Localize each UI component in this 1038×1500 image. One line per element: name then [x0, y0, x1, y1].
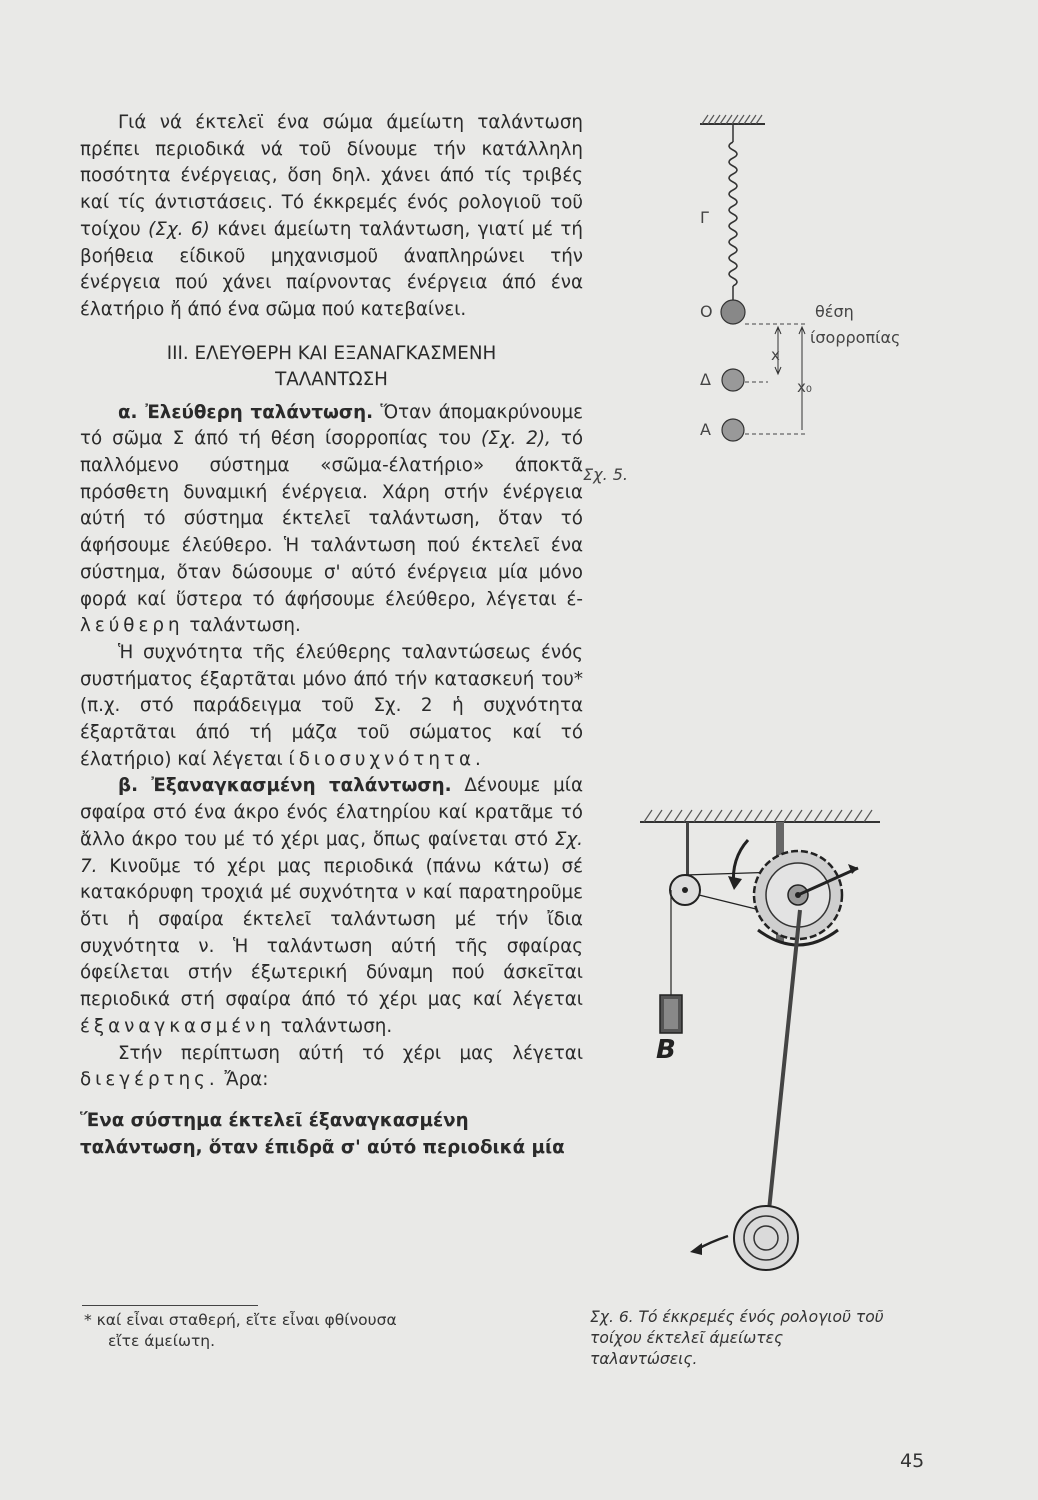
figure-reference: (Σχ. 2), — [481, 428, 551, 450]
figure-reference: (Σχ. 6) — [148, 218, 210, 240]
figure-reference: Σχ. 7. — [80, 828, 583, 877]
paragraph-free-oscillation: α. Ἐλεύθερη ταλάντωση. Ὅταν άπομακρύνουμε τό σῶμα Σ άπό τή θέση ίσορροπίας του (Σχ. 2), τό παλλόμενο σύστημα «σῶμα-έλατήριο» άποκτᾶ πρόσθετη δυναμική ένέργεια. Χάρη στήν ένέργεια αύτή τό σύστημα έκτελεῖ ταλάντωση, ὅταν τό άφήσουμε έλεύθερο. Ἡ ταλάντωση πού έκτελεῖ ένα σύστημα, ὅταν δώσουμε σ' αύτό ένέργεια μία μόνο φορά καί ὕστερα τό άφήσουμε έλεύθερο, λέγεται έ- λεύθερη ταλάντωση. — [80, 401, 584, 637]
paragraph-exciter: Στήν περίπτωση αύτή τό χέρι μας λέγεται διεγέρτης. Ἄρα: — [80, 1042, 583, 1091]
label-x0: x₀ — [797, 378, 812, 396]
spaced-term: ίδιοσυχνότητα. — [288, 748, 485, 770]
label-x: x — [771, 346, 780, 364]
page-number: 45 — [900, 1450, 925, 1472]
footnote-divider — [82, 1305, 258, 1306]
footnote-line-1: * καί εἶναι σταθερή, εἴτε εἶναι φθίνουσα — [84, 1311, 397, 1329]
label-delta: Δ — [700, 370, 711, 389]
label-equilibrium-line-2: ίσορροπίας — [810, 328, 901, 347]
label-o: Ο — [700, 302, 713, 321]
spaced-term: διεγέρτης. — [80, 1069, 219, 1091]
label-gamma: Γ — [700, 208, 709, 227]
figure-5-caption: Σχ. 5. — [583, 465, 629, 484]
label-weight-b: B — [656, 1035, 676, 1065]
bold-definition: Ἕνα σύστημα έκτελεῖ έξαναγκασμένη ταλάντωση, ὅταν έπιδρᾶ σ' αύτό περιοδικά μία — [80, 1109, 565, 1158]
figure-6-caption: Σχ. 6. Τό έκκρεμές ένός ρολογιοῦ τοῦ τοίχου έκτελεῖ άμείωτες ταλαντώσεις. — [590, 1308, 884, 1368]
figure-5-spring-diagram — [690, 112, 830, 452]
section-heading: III. ΕΛΕΥΘΕΡΗ ΚΑΙ ΕΞΑΝΑΓΚΑΣΜΕΝΗ ΤΑΛΑΝΤΩΣΗ — [166, 342, 497, 390]
paragraph-undamped: Γιά νά έκτελεϊ ένα σώμα άμείωτη ταλάντωση πρέπει περιοδικά νά τοῦ δίνουμε τήν κατάλληλη ποσότητα ένέργειας, ὅση δηλ. χάνει άπό τίς τριβές καί τίς άντιστάσεις. Τό έκκρεμές ένός ρολογιοῦ τοῦ τοίχου (Σχ. 6) κάνει άμείωτη ταλάντωση, γιατί μέ τή βοήθεια είδικοῦ μηχανισμοῦ άναπληρώνει τήν ένέργεια πού χάνει παίρνοντας ένέργεια άπό ένα έλατήριο ἤ άπό ένα σῶμα πού κατεβαίνει. — [80, 112, 584, 320]
subsection-title-forced: β. Ἐξαναγκασμένη ταλάντωση. — [118, 775, 452, 797]
footnote — [84, 1310, 504, 1352]
main-text-column — [80, 110, 583, 1161]
paragraph-forced-oscillation: β. Ἐξαναγκασμένη ταλάντωση. Δένουμε μία σφαίρα στό ένα άκρο ένός έλατηρίου καί κρατᾶμε τό ἄλλο άκρο του μέ τό χέρι μας, ὅπως φαίνεται στό Σχ. 7. Κινοῦμε τό χέρι μας περιοδικά (πάνω κάτω) σέ κατακόρυφη τροχιά μέ συχνότητα ν καί παρατηροῦμε ὅτι ἡ σφαίρα έκτελεῖ ταλάντωση μέ τήν ἴδια συχνότητα ν. Ἡ ταλάντωση αύτή τῆς σφαίρας όφείλεται στήν έξωτερική δύναμη πού άσκεῖται περιοδικά στή σφαίρα άπό τό χέρι μας καί λέγεται έξαναγκασμένη ταλάντωση. — [80, 775, 584, 1037]
subsection-title-free: α. Ἐλεύθερη ταλάντωση. — [118, 401, 374, 423]
spaced-term: λεύθερη — [80, 615, 184, 637]
label-a: Α — [700, 420, 711, 439]
spaced-term: έξαναγκασμένη — [80, 1015, 275, 1037]
paragraph-natural-frequency: Ἡ συχνότητα τῆς έλεύθερης ταλαντώσεως ένός συστήματος έξαρτᾶται μόνο άπό τήν κατασκευή του* (π.χ. στό παράδειγμα τοῦ Σχ. 2 ἡ συχνότητα έξαρτᾶται άπό τή μάζα τοῦ σώματος καί τό έλατήριο) καί λέγεται ίδιοσυχνότητα. — [80, 641, 583, 770]
label-equilibrium-line-1: θέση — [815, 302, 854, 321]
footnote-line-2: εἴτε άμείωτη. — [108, 1332, 216, 1350]
